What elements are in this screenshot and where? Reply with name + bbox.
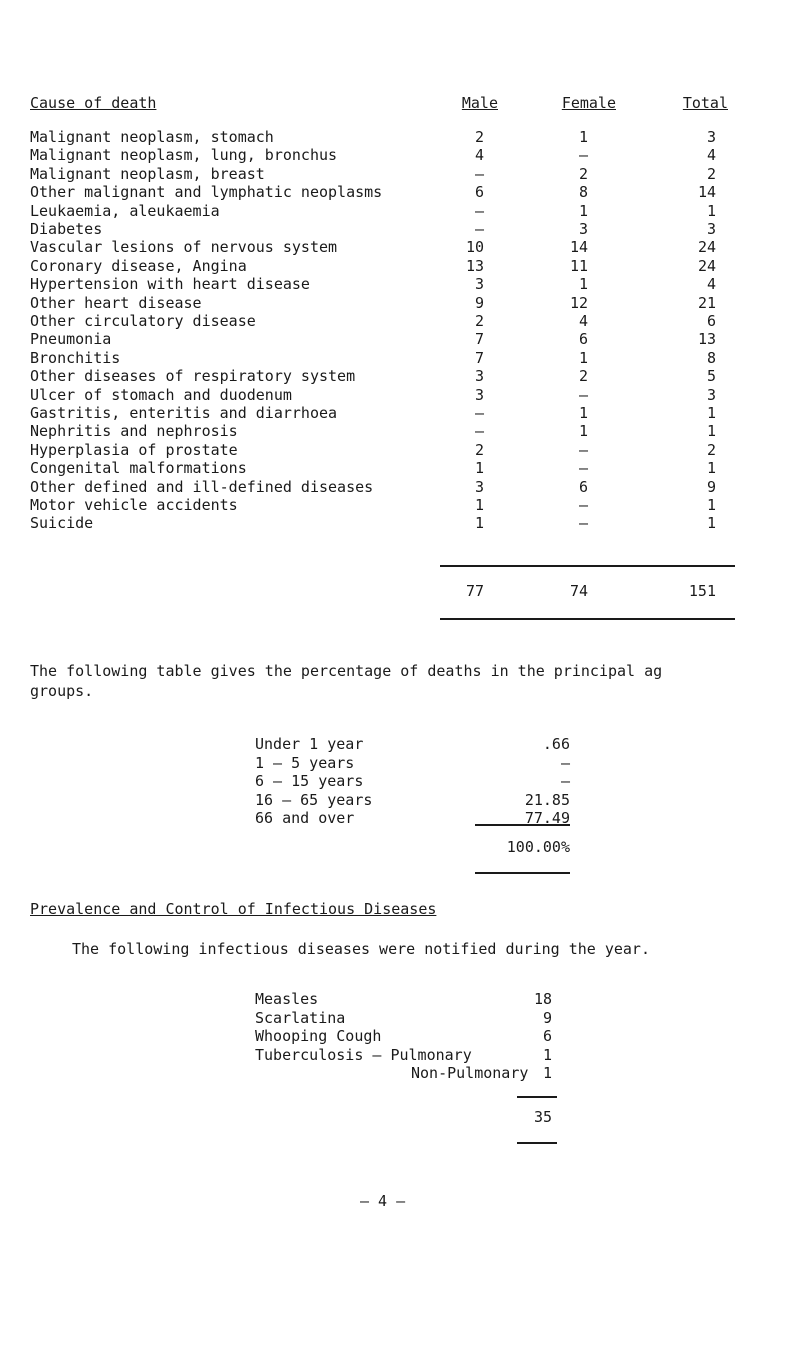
cause-total: 24 (697, 256, 716, 275)
cause-female: 3 (578, 220, 588, 238)
cause-male: 3 (474, 477, 484, 496)
cause-total: 3 (706, 220, 716, 238)
infectious-rule-top (517, 1096, 557, 1098)
age-group-label: 66 and over (255, 809, 355, 827)
cause-name: Other defined and ill-defined diseases (30, 477, 374, 496)
cause-female: 1 (578, 404, 588, 422)
header-male: Male (461, 94, 498, 112)
cause-name: Nephritis and nephrosis (30, 422, 238, 441)
infectious-label: Scarlatina (255, 1008, 346, 1027)
age-group-value: .66 (542, 735, 570, 753)
cause-female: – (578, 440, 588, 459)
cause-name: Pneumonia (30, 330, 112, 349)
cause-female: – (578, 146, 588, 165)
age-rule-top (475, 824, 570, 826)
infectious-label: Non-Pulmonary (411, 1064, 529, 1082)
cause-name: Malignant neoplasm, breast (30, 164, 265, 183)
cause-name: Coronary disease, Angina (30, 256, 247, 275)
cause-name: Bronchitis (30, 348, 121, 367)
cause-female: 1 (578, 422, 588, 441)
cause-total: 1 (706, 404, 716, 422)
cause-female: 6 (578, 330, 588, 349)
infectious-row (0, 1064, 800, 1084)
total-female: 74 (569, 582, 588, 600)
cause-female: – (578, 514, 588, 533)
cause-male: 6 (474, 183, 484, 202)
cause-row (0, 349, 800, 369)
cause-male: 9 (474, 293, 484, 312)
cause-row (0, 367, 800, 387)
age-group-label: 6 – 15 years (255, 772, 364, 790)
infectious-row (0, 1027, 800, 1047)
cause-total: 3 (706, 128, 716, 146)
infectious-label: Whooping Cough (255, 1027, 382, 1045)
cause-male: 2 (474, 312, 484, 330)
cause-row (0, 257, 800, 277)
infectious-row (0, 1046, 800, 1066)
header-total: Total (682, 94, 728, 112)
cause-female: 1 (578, 275, 588, 294)
cause-row (0, 459, 800, 479)
cause-row (0, 165, 800, 185)
cause-total: 1 (706, 514, 716, 533)
age-group-value: – (560, 772, 570, 790)
section-heading: Prevalence and Control of Infectious Diseases (30, 900, 437, 918)
age-group-row (0, 754, 800, 774)
cause-male: – (474, 164, 484, 183)
cause-name: Other diseases of respiratory system (30, 367, 356, 386)
cause-male: 3 (474, 275, 484, 294)
cause-male: 1 (474, 496, 484, 514)
cause-name: Malignant neoplasm, lung, bronchus (30, 146, 338, 165)
cause-male: 2 (474, 440, 484, 459)
cause-male: 4 (474, 146, 484, 165)
cause-row (0, 312, 800, 332)
cause-total: 6 (706, 312, 716, 330)
cause-male: – (474, 220, 484, 238)
cause-row (0, 146, 800, 166)
age-group-row (0, 772, 800, 792)
cause-name: Other malignant and lymphatic neoplasms (30, 183, 383, 202)
cause-total: 9 (706, 477, 716, 496)
cause-total: 2 (706, 164, 716, 183)
cause-name: Malignant neoplasm, stomach (30, 128, 274, 146)
cause-row (0, 404, 800, 424)
cause-total: 1 (706, 201, 716, 220)
age-rule-bottom (475, 872, 570, 874)
infectious-row (0, 1009, 800, 1029)
page-number: – 4 – (360, 1192, 406, 1210)
cause-row (0, 422, 800, 442)
cause-name: Ulcer of stomach and duodenum (30, 385, 292, 404)
cause-name: Hyperplasia of prostate (30, 440, 238, 459)
cause-female: 4 (578, 312, 588, 330)
cause-male: 1 (474, 514, 484, 533)
age-group-row (0, 791, 800, 811)
infectious-label: Measles (255, 990, 319, 1008)
cause-row (0, 238, 800, 258)
totals-rule-top (440, 565, 735, 567)
infectious-value: 18 (533, 990, 552, 1008)
cause-female: – (578, 496, 588, 514)
cause-female: 6 (578, 477, 588, 496)
totals-rule-bottom (440, 618, 735, 620)
cause-male: 7 (474, 348, 484, 367)
cause-male: 13 (465, 256, 484, 275)
cause-name: Other heart disease (30, 293, 202, 312)
cause-male: 2 (474, 128, 484, 146)
age-group-row (0, 809, 800, 829)
cause-row (0, 330, 800, 350)
infectious-rule-bottom (517, 1142, 557, 1144)
cause-total: 1 (706, 422, 716, 441)
cause-female: 2 (578, 367, 588, 386)
cause-name: Hypertension with heart disease (30, 275, 310, 294)
cause-row (0, 386, 800, 406)
infectious-value: 1 (542, 1045, 552, 1064)
cause-name: Leukaemia, aleukaemia (30, 201, 220, 220)
cause-name: Motor vehicle accidents (30, 496, 238, 514)
infectious-total: 35 (533, 1108, 552, 1126)
cause-total: 21 (697, 293, 716, 312)
cause-name: Congenital malformations (30, 459, 247, 478)
cause-female: 1 (578, 128, 588, 146)
total-all: 151 (688, 582, 716, 600)
cause-name: Vascular lesions of nervous system (30, 238, 338, 257)
infectious-value: 1 (542, 1064, 552, 1082)
header-cause: Cause of death (30, 94, 157, 112)
cause-row (0, 514, 800, 534)
cause-female: 14 (569, 238, 588, 257)
cause-total: 5 (706, 367, 716, 386)
age-total: 100.00% (506, 838, 570, 856)
cause-total: 4 (706, 146, 716, 165)
infectious-intro: The following infectious diseases were notified during the year. (72, 940, 650, 958)
cause-row (0, 275, 800, 295)
age-group-row (0, 735, 800, 755)
age-group-label: 16 – 65 years (255, 790, 373, 809)
total-male: 77 (465, 582, 484, 600)
cause-female: – (578, 459, 588, 478)
cause-male: – (474, 201, 484, 220)
age-group-value: 77.49 (524, 809, 570, 827)
age-group-value: 21.85 (524, 790, 570, 809)
age-group-label: Under 1 year (255, 735, 364, 753)
infectious-row (0, 990, 800, 1010)
cause-female: 12 (569, 293, 588, 312)
cause-male: 1 (474, 459, 484, 478)
cause-name: Gastritis, enteritis and diarrhoea (30, 404, 338, 422)
cause-female: – (578, 385, 588, 404)
cause-row (0, 478, 800, 498)
cause-total: 1 (706, 496, 716, 514)
cause-female: 2 (578, 164, 588, 183)
cause-row (0, 202, 800, 222)
infectious-label: Tuberculosis – Pulmonary (255, 1045, 472, 1064)
cause-female: 1 (578, 201, 588, 220)
cause-male: 7 (474, 330, 484, 349)
cause-row (0, 294, 800, 314)
cause-total: 8 (706, 348, 716, 367)
cause-row (0, 441, 800, 461)
cause-name: Other circulatory disease (30, 312, 256, 330)
cause-row (0, 220, 800, 240)
cause-male: 10 (465, 238, 484, 257)
cause-row (0, 128, 800, 148)
age-group-value: – (560, 753, 570, 772)
cause-name: Suicide (30, 514, 94, 533)
age-group-label: 1 – 5 years (255, 753, 355, 772)
cause-total: 1 (706, 459, 716, 478)
cause-row (0, 496, 800, 516)
header-female: Female (561, 94, 616, 112)
infectious-value: 9 (542, 1008, 552, 1027)
cause-row (0, 183, 800, 203)
cause-female: 11 (569, 256, 588, 275)
cause-total: 2 (706, 440, 716, 459)
cause-female: 8 (578, 183, 588, 202)
cause-total: 3 (706, 385, 716, 404)
cause-female: 1 (578, 348, 588, 367)
cause-male: 3 (474, 367, 484, 386)
cause-total: 4 (706, 275, 716, 294)
cause-male: – (474, 422, 484, 441)
infectious-value: 6 (542, 1027, 552, 1045)
cause-male: – (474, 404, 484, 422)
cause-name: Diabetes (30, 220, 103, 238)
cause-total: 14 (697, 183, 716, 202)
cause-male: 3 (474, 385, 484, 404)
age-intro-line1: The following table gives the percentage of deaths in the principal ag (30, 662, 663, 680)
age-intro-line2: groups. (30, 682, 94, 700)
cause-total: 13 (697, 330, 716, 349)
cause-total: 24 (697, 238, 716, 257)
